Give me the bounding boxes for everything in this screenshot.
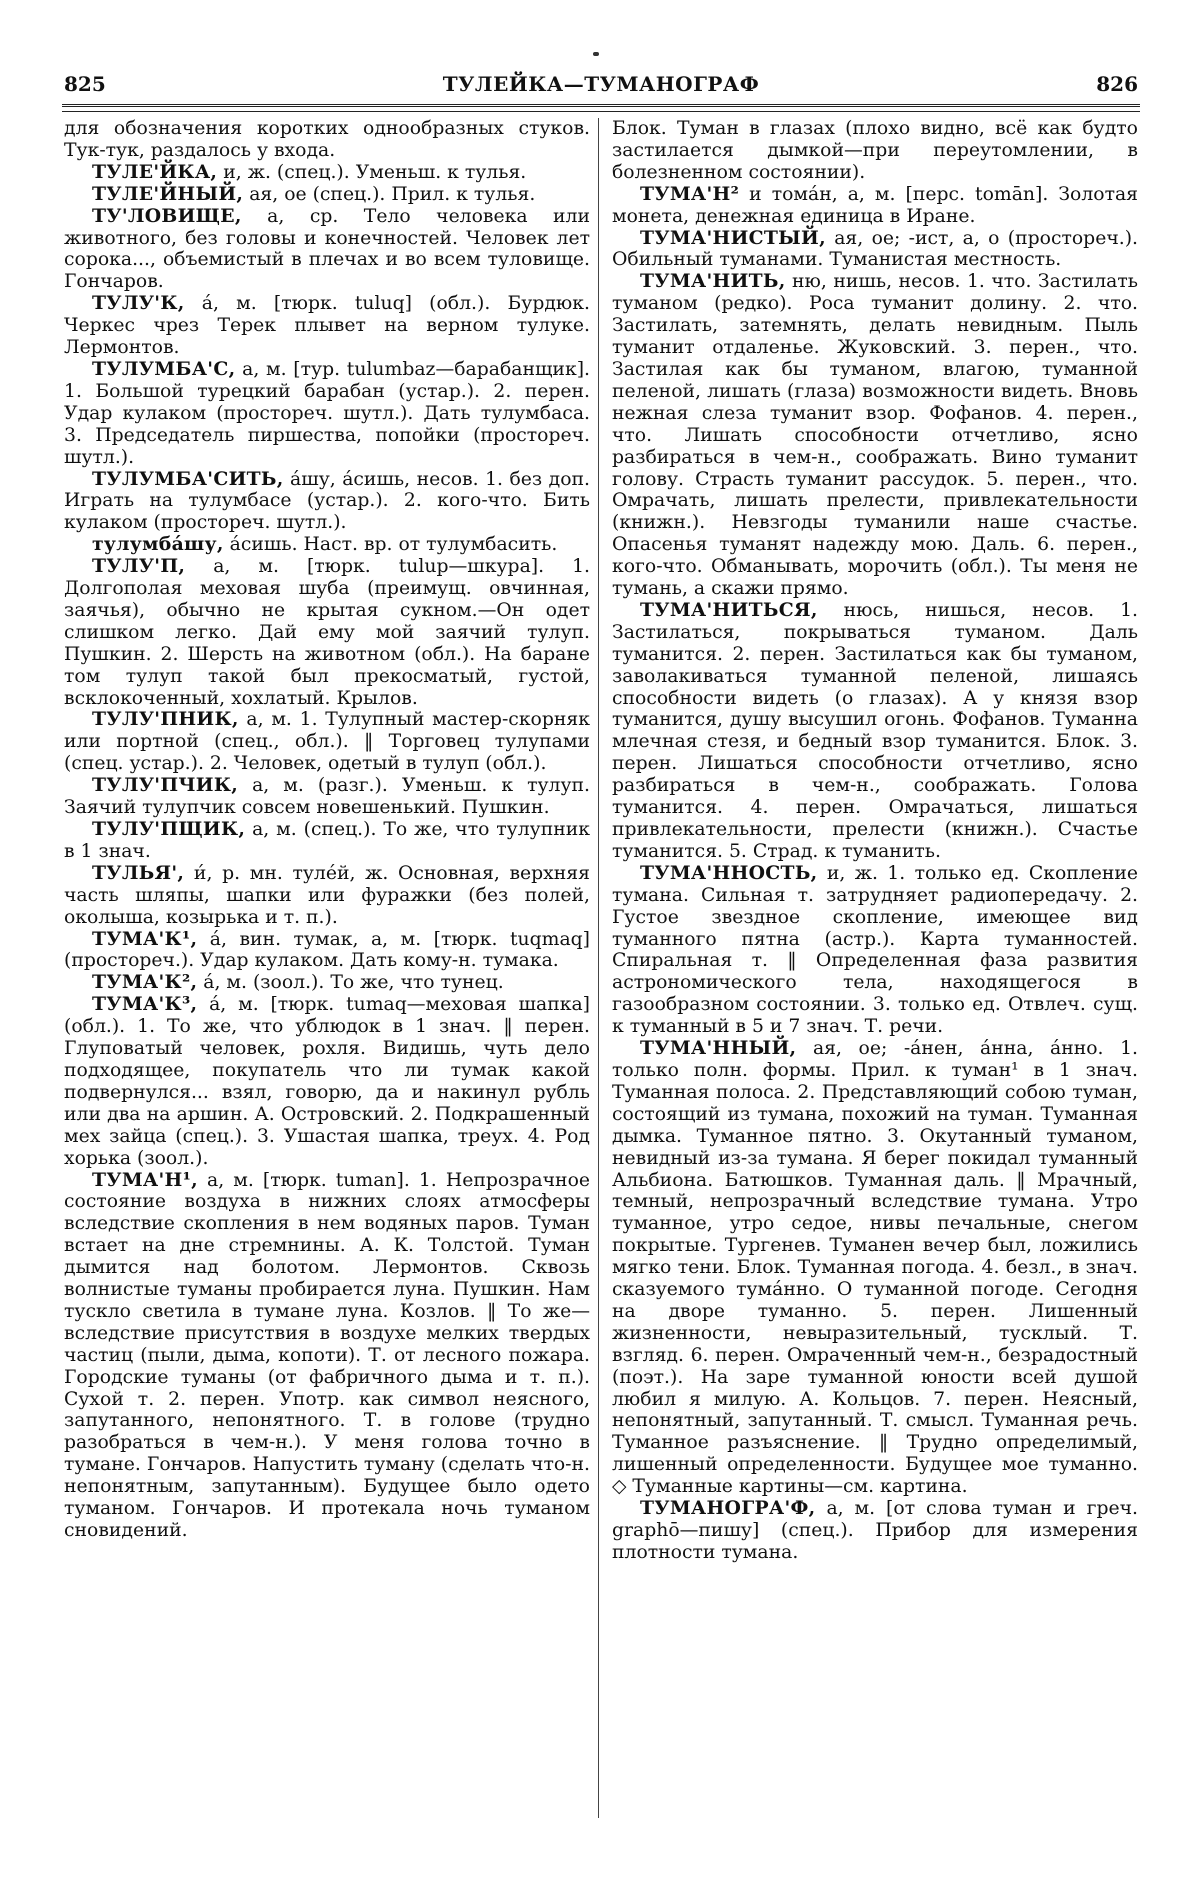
entry-definition: и, ж. (спец.). Уменьш. к тулья. — [217, 161, 527, 183]
dictionary-entry — [64, 972, 590, 994]
entry-definition: а, м. [тюрк. tulup—шкура]. 1. Долгополая меховая шуба (преимущ. овчинная, заячья), обычно не крытая сукном.—Он одет слишком легко. Дай ему мой заячий тулуп. Пушкин. 2. Шерсть на животном (обл.). На баране том тулуп такой был прекосматый, густой, всклокоченный, хохлатый. Крылов. — [64, 556, 590, 709]
entry-headword: ТУМА'ННОСТЬ, — [640, 861, 818, 884]
dictionary-entry — [612, 1498, 1138, 1564]
dictionary-entry — [612, 1038, 1138, 1498]
entry-definition: а, м. [тур. tulumbaz—барабанщик]. 1. Большой турецкий барабан (устар.). 2. перен. Удар кулаком (простореч. шутл.). Дать тулумбаса. 3. Председатель пиршества, попойки (простореч. шутл.). — [64, 358, 590, 468]
entry-headword: ТУЛУ'ПЧИК, — [92, 774, 239, 797]
dictionary-entry — [64, 162, 590, 184]
dictionary-entry — [612, 863, 1138, 1038]
entry-definition: á, м. (зоол.). То же, что тунец. — [197, 972, 504, 994]
entry-definition: Блок. Туман в глазах (плохо видно, всё как будто застилается дымкой—при переутомлении, в болезненном состоянии). — [612, 118, 1138, 183]
entry-definition: нюсь, нишься, несов. 1. Застилаться, покрываться туманом. Даль туманится. 2. перен. Застилаться как бы туманом, заволакиваться туманной пеленой, лишаясь способности видеть (о глазах). А у князя взор туманится, душу высушил огонь. Фофанов. Туманна млечная стезя, и бедный взор туманится. Блок. 3. перен. Лишаться способности отчетливо, ясно разбираться в чем-н., соображать. Голова туманится. 4. перен. Омрачаться, лишаться привлекательности, прелести (книжн.). Счастье туманится. 5. Страд. к туманить. — [612, 599, 1138, 862]
header-rule — [62, 104, 1140, 112]
entry-definition: и, ж. 1. только ед. Скопление тумана. Сильная т. затрудняет радиопередачу. 2. Густое звездное скопление, имеющее вид туманного пятна (астр.). Карта туманностей. Спиральная т. ‖ Определенная фаза развития астрономического тела, находящегося в газообразном состоянии. 3. только ед. Отвлеч. сущ. к туманный в 5 и 7 знач. Т. речи. — [612, 862, 1138, 1038]
dictionary-entry — [64, 469, 590, 535]
left-column — [64, 118, 590, 1542]
dictionary-entry — [64, 709, 590, 775]
running-title: ТУЛЕЙКА—ТУМАНОГРАФ — [442, 72, 760, 96]
entry-headword: ТУМА'НИТЬСЯ, — [640, 598, 818, 621]
entry-headword: ТУЛУ'К, — [92, 292, 185, 315]
page-number-right: 826 — [1096, 72, 1138, 96]
dictionary-entry — [64, 929, 590, 973]
dictionary-entry — [64, 118, 590, 162]
dictionary-entry — [64, 863, 590, 929]
entry-definition: а, м. (спец.). То же, что тулупник в 1 знач. — [64, 819, 590, 862]
entry-definition: áшу, áсишь, несов. 1. без доп. Играть на тулумбасе (устар.). 2. кого-что. Бить кулаком (простореч. шутл.). — [64, 468, 590, 534]
dictionary-entry — [64, 293, 590, 359]
entry-headword: ТУ'ЛОВИЩЕ, — [92, 204, 242, 227]
entry-definition: и́, р. мн. тулéй, ж. Основная, верхняя часть шляпы, шапки или фуражки (без полей, околыша, козырька и т. п.). — [64, 862, 590, 928]
entry-headword: ТУМА'НИСТЫЙ, — [640, 226, 826, 249]
entry-headword: ТУЛУ'ПЩИК, — [92, 818, 246, 840]
dictionary-entry — [64, 556, 590, 709]
entry-definition: а, ср. Тело человека или животного, без головы и конечностей. Человек лет сорока..., объемистый в плечах и во всем туловище. Гончаров. — [64, 205, 590, 293]
column-divider — [598, 118, 599, 1818]
entry-headword: ТУЛЕ'ЙНЫЙ, — [92, 182, 244, 205]
dictionary-entry — [612, 271, 1138, 600]
entry-headword: ТУЛУМБА'СИТЬ, — [92, 467, 284, 490]
entry-headword: ТУМА'Н² — [640, 182, 740, 205]
entry-headword: ТУМА'Н¹, — [92, 1168, 198, 1191]
entry-headword: ТУМА'ННЫЙ, — [640, 1037, 797, 1060]
dictionary-entry — [612, 118, 1138, 184]
entry-definition: для обозначения коротких однообразных стуков. Тук-тук, раздалось у входа. — [64, 118, 590, 161]
entry-headword: ТУМА'К¹, — [92, 927, 198, 950]
entry-definition: а, м. [тюрк. tuman]. 1. Непрозрачное состояние воздуха в нижних слоях атмосферы вследствие скопления в нем водяных паров. Туман встает на дне стремнины. А. К. Толстой. Туман дымится над болотом. Лермонтов. Сквозь волнистые туманы пробирается луна. Пушкин. Нам тускло светила в тумане луна. Козлов. ‖ То же—вследствие присутствия в воздухе мелких твердых частиц (пыли, дыма, копоти). Т. от лесного пожара. Городские туманы (от фабричного дыма и т. п.). Сухой т. 2. перен. Употр. как символ неясного, запутанного, непонятного. Т. в голове (трудно разобраться в чем-н.). У меня голова точно в тумане. Гончаров. Напустить туману (сделать что-н. непонятным, запутанным). Будущее было одето туманом. Гончаров. И протекала ночь туманом сновидений. — [64, 1169, 590, 1541]
entry-definition: á, м. [тюрк. tuluq] (обл.). Бурдюк. Черкес чрез Терек плывет на верном тулуке. Лермонтов. — [64, 293, 590, 359]
dictionary-entry — [612, 228, 1138, 272]
dictionary-entry — [64, 775, 590, 819]
entry-definition: ая, ое (спец.). Прил. к тулья. — [243, 183, 536, 205]
dictionary-entry — [64, 1170, 590, 1542]
dictionary-entry — [64, 994, 590, 1169]
dictionary-entry — [64, 534, 590, 556]
entry-headword: ТУЛЬЯ', — [92, 861, 185, 884]
entry-headword: тулумбáшу, — [92, 533, 224, 556]
entry-headword: ТУМА'НИТЬ, — [640, 270, 786, 293]
entry-headword: ТУЛУМБА'С, — [92, 357, 236, 380]
entry-headword: ТУМАНОГРА'Ф, — [640, 1497, 816, 1520]
print-mark — [593, 52, 599, 56]
entry-definition: ая, ое; -áнен, áнна, áнно. 1. только полн. формы. Прил. к туман¹ в 1 знач. Туманная полоса. 2. Представляющий собою туман, состоящий из тумана, похожий на туман. Туманная дымка. Туманное пятно. 3. Окутанный туманом, невидный из-за тумана. Я берег покидал туманный Альбиона. Батюшков. Туманная даль. ‖ Мрачный, темный, непрозрачный вследствие тумана. Утро туманное, утро седое, нивы печальные, снегом покрытые. Тургенев. Туманен вечер был, ложились мягко тени. Блок. Туманная погода. 4. безл., в знач. сказуемого тумáнно. О туманной погоде. Сегодня на дворе туманно. 5. перен. Лишенный жизненности, невыразительный, тусклый. Т. взгляд. 6. перен. Омраченный чем-н., безрадостный (поэт.). На заре туманной юности всей душой любил я милую. А. Кольцов. 7. перен. Неясный, непонятный, запутанный. Т. смысл. Туманная речь. Туманное разъяснение. ‖ Трудно определимый, лишенный определенности. Будущее мое туманно. ◇ Туманные картины—см. картина. — [612, 1038, 1138, 1498]
entry-definition: á, м. [тюрк. tumaq—меховая шапка] (обл.). 1. То же, что ублюдок в 1 знач. ‖ перен. Глуповатый человек, рохля. Видишь, чуть дело подходящее, покупатель что ли тумак какой подвернулся... взял, говорю, да и накинул рубль или два на аршин. А. Островский. 2. Подкрашенный мех зайца (спец.). 3. Ушастая шапка, треух. 4. Род хорька (зоол.). — [64, 994, 590, 1169]
entry-headword: ТУЛУ'П, — [92, 555, 186, 578]
dictionary-entry — [64, 184, 590, 206]
right-column — [612, 118, 1138, 1564]
dictionary-entry — [612, 184, 1138, 228]
entry-headword: ТУМА'К³, — [92, 993, 198, 1016]
entry-definition: а, м. [от слова туман и греч. graphō—пишу] (спец.). Прибор для измерения плотности тумана. — [612, 1498, 1138, 1563]
page-header — [64, 72, 1138, 102]
dictionary-entry — [612, 600, 1138, 863]
page-number-left: 825 — [64, 72, 106, 96]
entry-definition: а, м. (разг.). Уменьш. к тулуп. Заячий тулупчик совсем новешенький. Пушкин. — [64, 775, 590, 819]
dictionary-entry — [64, 359, 590, 469]
entry-headword: ТУЛЕ'ЙКА, — [92, 160, 218, 183]
entry-definition: и томáн, а, м. [перс. tomān]. Золотая монета, денежная единица в Иране. — [612, 183, 1138, 227]
entry-definition: ая, ое; -ист, а, о (простореч.). Обильный туманами. Туманистая местность. — [612, 227, 1138, 271]
entry-definition: áсишь. Наст. вр. от тулумбасить. — [223, 534, 558, 556]
entry-headword: ТУЛУ'ПНИК, — [92, 708, 239, 731]
entry-definition: ню, нишь, несов. 1. что. Застилать туманом (редко). Роса туманит долину. 2. что. Застилать, затемнять, делать невидным. Пыль туманит отдаленье. Жуковский. 3. перен., что. Застилая как бы туманом, влагою, туманной пеленой, лишать (глаза) возможности видеть. Вновь нежная слеза туманит взор. Фофанов. 4. перен., что. Лишать способности отчетливо, ясно разбираться в чем-н., соображать. Вино туманит голову. Страсть туманит рассудок. 5. перен., что. Омрачать, лишать прелести, привлекательности (книжн.). Невзгоды туманили наше счастье. Опасенья туманят надежду мою. Даль. 6. перен., кого-что. Обманывать, морочить (обл.). Ты меня не тумань, а скажи прямо. — [612, 271, 1138, 600]
entry-definition: á, вин. тумак, а, м. [тюрк. tuqmaq] (простореч.). Удар кулаком. Дать кому-н. тумака. — [64, 928, 590, 972]
dictionary-entry — [64, 819, 590, 863]
entry-headword: ТУМА'К², — [92, 971, 198, 994]
entry-definition: а, м. 1. Тулупный мастер-скорняк или портной (спец., обл.). ‖ Торговец тулупами (спец. устар.). 2. Человек, одетый в тулуп (обл.). — [64, 709, 590, 775]
dictionary-entry — [64, 206, 590, 294]
